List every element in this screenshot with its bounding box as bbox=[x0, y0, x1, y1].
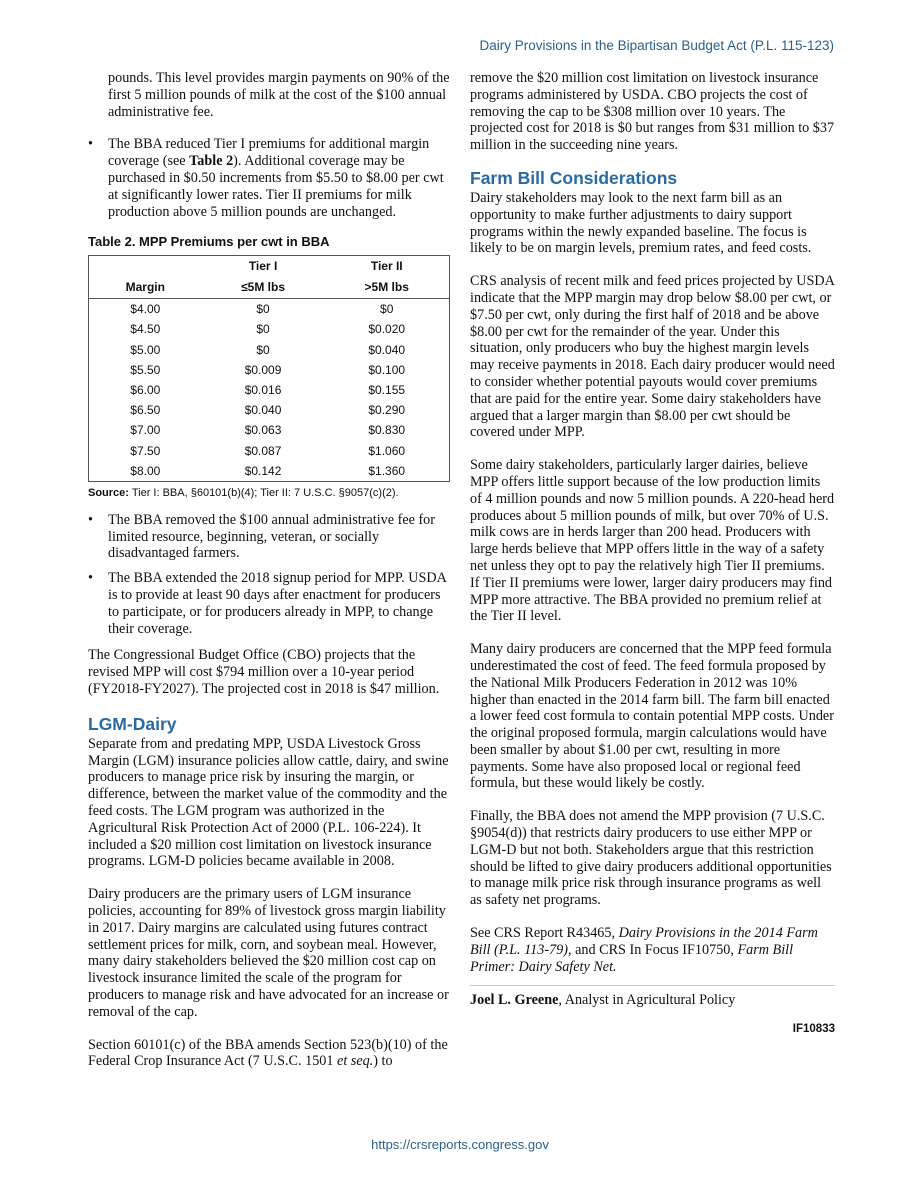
table-row bbox=[89, 380, 450, 400]
tier2-header: Tier II bbox=[370, 259, 403, 274]
section-heading-farm-bill: Farm Bill Considerations bbox=[470, 167, 678, 188]
bullet-icon: • bbox=[88, 570, 93, 587]
margin-cell: $7.00 bbox=[130, 423, 161, 438]
tier1-header: Tier I bbox=[248, 259, 278, 274]
table-reference: Table 2 bbox=[189, 153, 234, 170]
farm-bill-paragraph-2: CRS analysis of recent milk and feed prices projected by USDA indicate that the MPP margin may drop below $8.00 per cwt, or $7.50 per cwt, only during the first half of 2018 and be above $8.00 per cwt for the remainder of the year. Under this situation, only producers who buy the highest margin levels may receive payments in 2018. Each dairy producer would need to consider whether potential payouts would cover premiums that are paid for the entire year. Some dairy stakeholders have argued that a larger margin than $8.00 per cwt should be covered under MPP. bbox=[470, 273, 835, 441]
continued-paragraph: pounds. This level provides margin payments on 90% of the first 5 million pounds of milk at the cost of the $100 annual administrative fee. bbox=[108, 70, 450, 120]
table-row bbox=[89, 360, 450, 380]
tier2-cell: $0.830 bbox=[368, 423, 406, 438]
table-row bbox=[89, 441, 450, 461]
margin-header: Margin bbox=[89, 277, 202, 299]
footer-url[interactable]: https://crsreports.congress.gov bbox=[371, 1137, 549, 1152]
author-name: Joel L. Greene bbox=[470, 992, 559, 1009]
bullet-icon: • bbox=[88, 511, 93, 528]
margin-cell: $5.50 bbox=[130, 362, 161, 377]
farm-bill-paragraph-1: Dairy stakeholders may look to the next farm bill as an opportunity to make further adjustments to dairy support programs within the newly expanded baseline. The focus is likely to be on margin levels, premium rates, and feed costs. bbox=[470, 189, 812, 257]
farm-bill-paragraph-5: Finally, the BBA does not amend the MPP provision (7 U.S.C. §9054(d)) that restricts dairy producers to use either MPP or LGM-D but not both. Stakeholders argue that this restriction should be lifted to give dairy producers additional opportunities to manage milk price risk through insurance programs as well as safety net programs. bbox=[470, 808, 832, 909]
table-source: Source: Tier I: BBA, §60101(b)(4); Tier II: 7 U.S.C. §9057(c)(2). bbox=[88, 487, 399, 499]
table-row bbox=[89, 340, 450, 360]
tier2-cell: $1.360 bbox=[368, 463, 406, 478]
tier1-cell: $0.016 bbox=[244, 382, 282, 397]
right-column bbox=[470, 70, 835, 1038]
report-title-link: Dairy Provisions in the 2014 Farm Bill (P.L. 113-79) bbox=[470, 925, 818, 958]
lgm-paragraph-1: Separate from and predating MPP, USDA Livestock Gross Margin (LGM) insurance policies allow cattle, dairy, and swine producers to manage price risk by insuring the margin, or difference, between the market value of the commodity and the feed costs. The LGM program was authorized in the Agricultural Risk Protection Act of 2000 (P.L. 106-224). It included a $20 million cost limitation on livestock insurance programs. LGM-D policies became available in 2008. bbox=[88, 735, 449, 870]
tier2-cell: $0.155 bbox=[368, 382, 406, 397]
mpp-premiums-table bbox=[88, 255, 450, 482]
tier2-cell: $1.060 bbox=[368, 443, 406, 458]
margin-cell: $8.00 bbox=[130, 463, 161, 478]
continued-paragraph-right: remove the $20 million cost limitation on livestock insurance programs administered by USDA. CBO projects the cost of removing the cap to be $308 million over 10 years. The projected cost for 2018 is $0 but ranges from $31 million to $37 million in the succeeding nine years. bbox=[470, 70, 835, 154]
tier2-cell: $0.020 bbox=[368, 322, 406, 337]
table-row bbox=[89, 400, 450, 420]
margin-cell: $6.50 bbox=[130, 403, 161, 418]
infocus-title: Farm Bill Primer: Dairy Safety Net. bbox=[470, 941, 794, 975]
tier2-subheader: >5M lbs bbox=[324, 277, 449, 299]
document-id: IF10833 bbox=[792, 1023, 835, 1036]
tier1-cell: $0.142 bbox=[244, 463, 282, 478]
farm-bill-paragraph-4: Many dairy producers are concerned that the MPP feed formula underestimated the cost of feed. The feed formula proposed by the National Milk Producers Federation in 2012 was 10% higher than enacted in the 2014 farm bill. The farm bill enacted a lower feed cost formula to contain potential MPP costs. Under the original proposed formula, margin calculations would have been smaller by about $1.00 per cwt, resulting in more payments. Some have also proposed local or regional feed formula, but these would likely be costly. bbox=[470, 641, 834, 792]
tier1-cell: $0.087 bbox=[244, 443, 282, 458]
table-row bbox=[89, 299, 450, 320]
left-column bbox=[88, 70, 450, 1070]
tier1-cell: $0.009 bbox=[244, 362, 282, 377]
section-heading-lgm: LGM-Dairy bbox=[88, 713, 177, 734]
cbo-paragraph: The Congressional Budget Office (CBO) projects that the revised MPP will cost $794 million over a 10-year period (FY2018-FY2027). The projected cost in 2018 is $47 million. bbox=[88, 647, 440, 697]
table-row bbox=[89, 420, 450, 440]
lgm-paragraph-2: Dairy producers are the primary users of LGM insurance policies, accounting for 89% of livestock gross margin liability in 2017. Dairy margins are calculated using futures contract settlement prices for milk, corn, and soybean meal. However, many dairy stakeholders believed the $20 million cost cap on livestock insurance limited the scale of the program for producers to manage risk and have advocated for an increase or removal of the cap. bbox=[88, 886, 449, 1020]
tier1-cell: $0 bbox=[256, 342, 270, 357]
bullet-tier1-premiums: • The BBA reduced Tier I premiums for additional margin coverage (see Table 2). Additional coverage may be purchased in $0.50 increments from $5.50 to $8.00 per cwt at significantly lower rates. Tier II premiums for milk production above 5 million pounds are unchanged. bbox=[88, 136, 444, 220]
tier2-cell: $0.100 bbox=[368, 362, 406, 377]
bullet-icon: • bbox=[88, 136, 93, 153]
tier1-cell: $0 bbox=[256, 302, 270, 317]
farm-bill-paragraph-3: Some dairy stakeholders, particularly larger dairies, believe MPP offers little support because of the low production limits of 4 million pounds and now 5 million pounds. A 220-head herd produces about 5 million pounds of milk, but over 70% of U.S. milk cows are in herds larger than 200 head. Producers with large herds believe that MPP offers little in the way of a safety net unless they opt to pay the relatively high Tier II premiums. If Tier II premiums were lower, larger dairy producers may find MPP more attractive. The BBA provided no premium relief at the Tier II level. bbox=[470, 457, 835, 625]
tier1-subheader: ≤5M lbs bbox=[202, 277, 325, 299]
tier2-cell: $0 bbox=[380, 302, 394, 317]
tier2-cell: $0.040 bbox=[368, 342, 406, 357]
bullet-admin-fee: • The BBA removed the $100 annual administrative fee for limited resource, beginning, veteran, or socially disadvantaged farmers. bbox=[88, 511, 436, 562]
table-row bbox=[89, 461, 450, 482]
see-also-paragraph: See CRS Report R43465, Dairy Provisions in the 2014 Farm Bill (P.L. 113-79), and CRS In Focus IF10750, Farm Bill Primer: Dairy Safety Net. bbox=[470, 925, 818, 975]
table-row bbox=[89, 319, 450, 339]
tier1-cell: $0 bbox=[256, 322, 270, 337]
tier2-cell: $0.290 bbox=[368, 403, 406, 418]
margin-cell: $4.50 bbox=[130, 322, 161, 337]
table-caption: Table 2. MPP Premiums per cwt in BBA bbox=[88, 234, 330, 250]
tier1-cell: $0.040 bbox=[244, 403, 282, 418]
margin-cell: $5.00 bbox=[130, 342, 161, 357]
tier1-cell: $0.063 bbox=[244, 423, 282, 438]
margin-cell: $4.00 bbox=[130, 302, 161, 317]
margin-cell: $7.50 bbox=[130, 443, 161, 458]
lgm-paragraph-3: Section 60101(c) of the BBA amends Section 523(b)(10) of the Federal Crop Insurance Act (7 U.S.C. 1501 et seq.) to bbox=[88, 1036, 448, 1070]
divider bbox=[470, 985, 835, 986]
running-header: Dairy Provisions in the Bipartisan Budget Act (P.L. 115-123) bbox=[479, 38, 834, 53]
margin-cell: $6.00 bbox=[130, 382, 161, 397]
author-line: Joel L. Greene, Analyst in Agricultural Policy bbox=[470, 992, 736, 1009]
bullet-signup: • The BBA extended the 2018 signup period for MPP. USDA is to provide at least 90 days after enactment for producers to participate, or for producers already in MPP, to change their coverage. bbox=[88, 570, 447, 637]
